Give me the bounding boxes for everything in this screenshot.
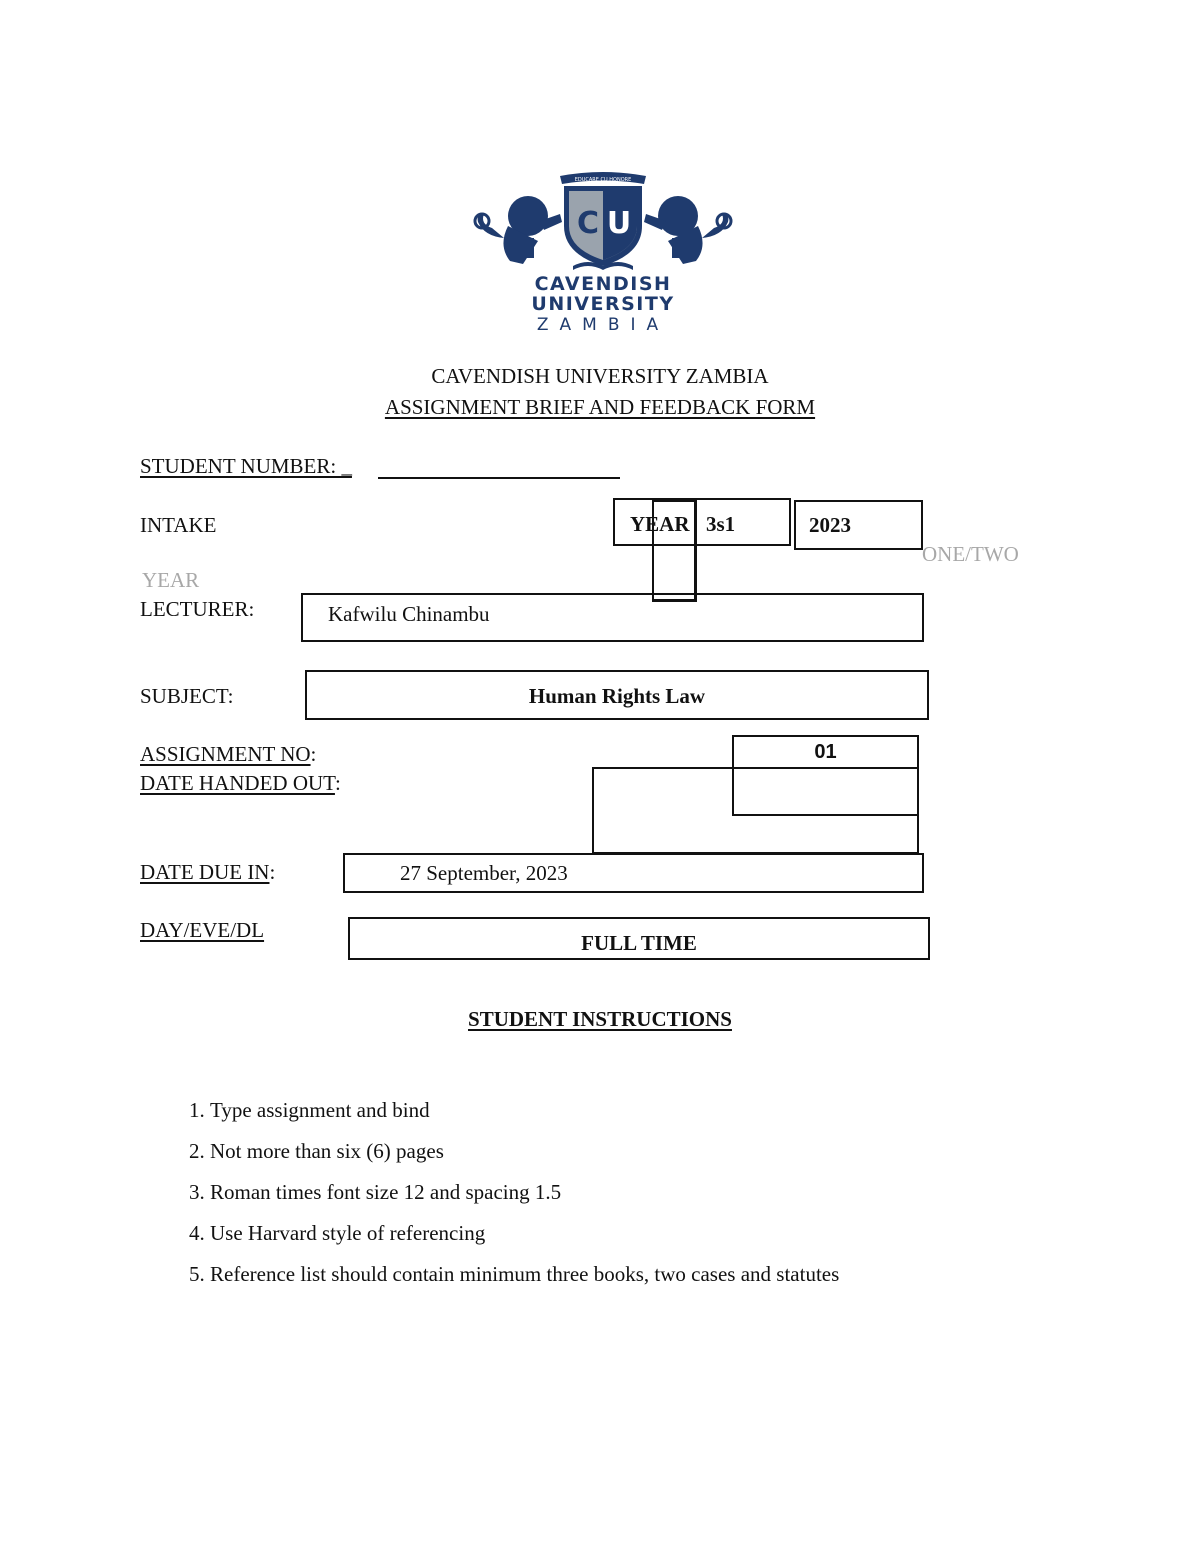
logo-name-line3: ZAMBIA [536, 315, 670, 335]
subject-label: SUBJECT: [140, 684, 234, 708]
mode-value: FULL TIME [581, 931, 697, 955]
lecturer-label: LECTURER: [140, 597, 255, 621]
date-handed-out-label [140, 773, 341, 794]
institution-name: CAVENDISH UNIVERSITY ZAMBIA [431, 364, 769, 388]
left-lion-icon [475, 196, 562, 264]
instruction-item: 4. Use Harvard style of referencing [210, 1213, 839, 1254]
one-two-hint: ONE/TWO [922, 542, 1019, 566]
date-due-label-text: DATE DUE IN [140, 860, 270, 884]
intake-label: INTAKE [140, 513, 217, 537]
date-handed-out-colon: : [334, 771, 341, 795]
logo-name-line1: CAVENDISH [534, 273, 672, 295]
intake-year-box-label: YEAR [630, 512, 690, 536]
subject-value: Human Rights Law [528, 684, 706, 708]
lecturer-value: Kafwilu Chinambu [328, 602, 490, 626]
logo-motto: EDUCARE CU HONORE [574, 177, 632, 183]
logo-initial-u: U [606, 206, 632, 241]
date-due-label [140, 862, 275, 883]
assignment-extra-box [732, 767, 919, 816]
year-hint: YEAR [142, 568, 200, 592]
assignment-no-label [140, 744, 316, 765]
mode-label: DAY/EVE/DL [140, 918, 265, 942]
assignment-no-value: 01 [814, 741, 837, 763]
date-due-colon: : [269, 860, 276, 884]
assignment-no-label-text: ASSIGNMENT NO [140, 742, 311, 766]
assignment-no-colon: : [310, 742, 317, 766]
instruction-item: 2. Not more than six (6) pages [210, 1131, 839, 1172]
date-due-value: 27 September, 2023 [400, 861, 568, 885]
logo-name-line2: UNIVERSITY [531, 293, 675, 315]
form-title: ASSIGNMENT BRIEF AND FEEDBACK FORM [384, 395, 816, 419]
student-number-label: STUDENT NUMBER: _ [140, 454, 352, 478]
instructions-list [168, 1090, 839, 1295]
university-logo [468, 166, 738, 336]
instruction-item: 5. Reference list should contain minimum three books, two cases and statutes [210, 1254, 839, 1295]
instructions-heading: STUDENT INSTRUCTIONS [468, 1007, 732, 1031]
intake-calendar-year-value: 2023 [809, 513, 851, 537]
logo-initial-c: C [576, 206, 600, 241]
student-number-blank[interactable] [378, 477, 620, 479]
intake-code-value: 3s1 [706, 512, 736, 536]
right-lion-icon [644, 196, 731, 264]
instruction-item: 3. Roman times font size 12 and spacing 1.5 [210, 1172, 839, 1213]
instruction-item: 1. Type assignment and bind [210, 1090, 839, 1131]
date-handed-out-label-text: DATE HANDED OUT [140, 771, 335, 795]
